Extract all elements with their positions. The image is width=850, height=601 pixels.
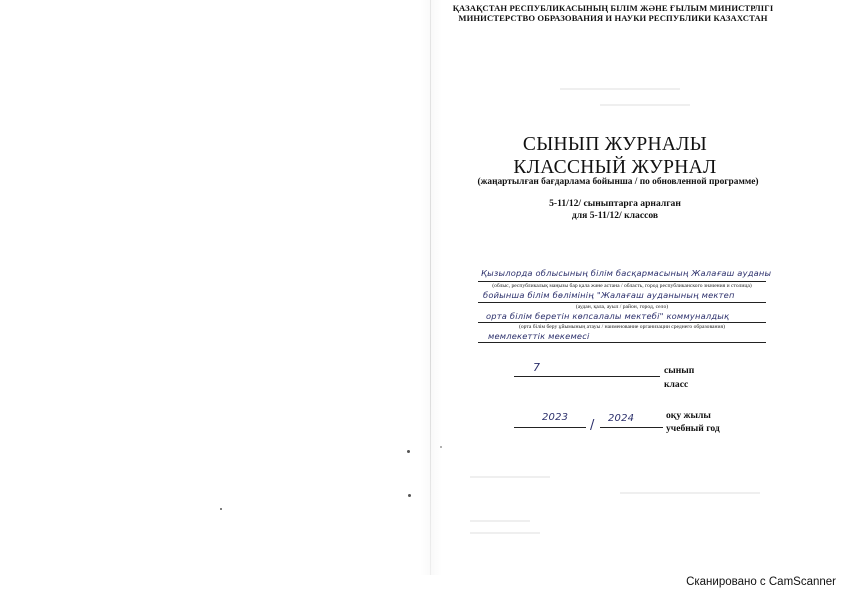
school-year-label-kz: оқу жылы — [666, 410, 711, 421]
district-caption: (аудан, қала, ауыл / район, город, село) — [575, 304, 669, 310]
year-separator: / — [590, 418, 595, 433]
ministry-name-ru: МИНИСТЕРСТВО ОБРАЗОВАНИЯ И НАУКИ РЕСПУБЛИКИ КАЗАХСТАН — [458, 13, 768, 23]
journal-title-ru: КЛАССНЫЙ ЖУРНАЛ — [513, 157, 717, 178]
binding-hole — [407, 450, 410, 453]
organization-rule — [478, 322, 766, 323]
year-rule-right — [600, 427, 663, 428]
ministry-header — [448, 3, 778, 23]
bleed-through-mark — [560, 88, 680, 90]
district-rule — [478, 302, 766, 303]
journal-title — [450, 133, 780, 179]
class-label-kz: сынып — [664, 365, 695, 376]
page-fold-line — [430, 0, 431, 575]
grades-range — [450, 198, 780, 222]
page-fold-shadow — [420, 0, 442, 575]
bleed-through-mark — [600, 104, 690, 106]
class-handwritten: 7 — [533, 361, 541, 374]
region-rule — [478, 281, 766, 282]
organization-handwritten-continued: мемлекеттік мекемесі — [488, 331, 590, 341]
organization-handwritten: орта білім беретін көпсалалы мектебі" коммуналдық — [486, 311, 730, 321]
bleed-through-mark — [620, 492, 760, 494]
bleed-through-mark — [470, 520, 530, 522]
grades-range-kz: 5-11/12/ сыныптарга арналган — [549, 198, 681, 209]
year-start-handwritten: 2023 — [542, 412, 569, 423]
journal-title-kz: СЫНЫП ЖУРНАЛЫ — [522, 134, 708, 155]
camscanner-watermark: Сканировано с CamScanner — [686, 576, 836, 588]
district-handwritten: бойынша білім бөлімінің "Жалағаш ауданының мектеп — [483, 290, 735, 300]
year-end-handwritten: 2024 — [608, 413, 635, 424]
region-caption: (облыс, республикалық маңызы бар қала және астана / область, город республиканского значения и столица) — [492, 283, 752, 289]
program-subtitle: (жаңартылған бағдарлама бойынша / по обновленной программе) — [477, 177, 759, 187]
scan-speck — [440, 446, 442, 448]
class-label-ru: класс — [664, 379, 689, 390]
bleed-through-mark — [470, 532, 540, 534]
ministry-name-kz: ҚАЗАҚСТАН РЕСПУБЛИКАСЫНЫҢ БІЛІМ ЖӘНЕ ҒЫЛЫМ МИНИСТРЛІГІ — [452, 3, 774, 13]
class-rule — [514, 376, 660, 377]
grades-range-ru: для 5-11/12/ классов — [571, 210, 659, 221]
organization-rule-2 — [478, 342, 766, 343]
organization-caption: (орта білім беру ұйымының атауы / наименование организации среднего образования) — [519, 324, 725, 330]
bleed-through-mark — [470, 476, 550, 478]
binding-hole — [408, 494, 411, 497]
school-year-label-ru: учебный год — [666, 423, 720, 434]
scan-speck — [220, 508, 222, 510]
region-handwritten: Қызылорда облысының білім басқармасының Жалағаш ауданы — [481, 268, 772, 278]
year-rule-left — [514, 427, 586, 428]
